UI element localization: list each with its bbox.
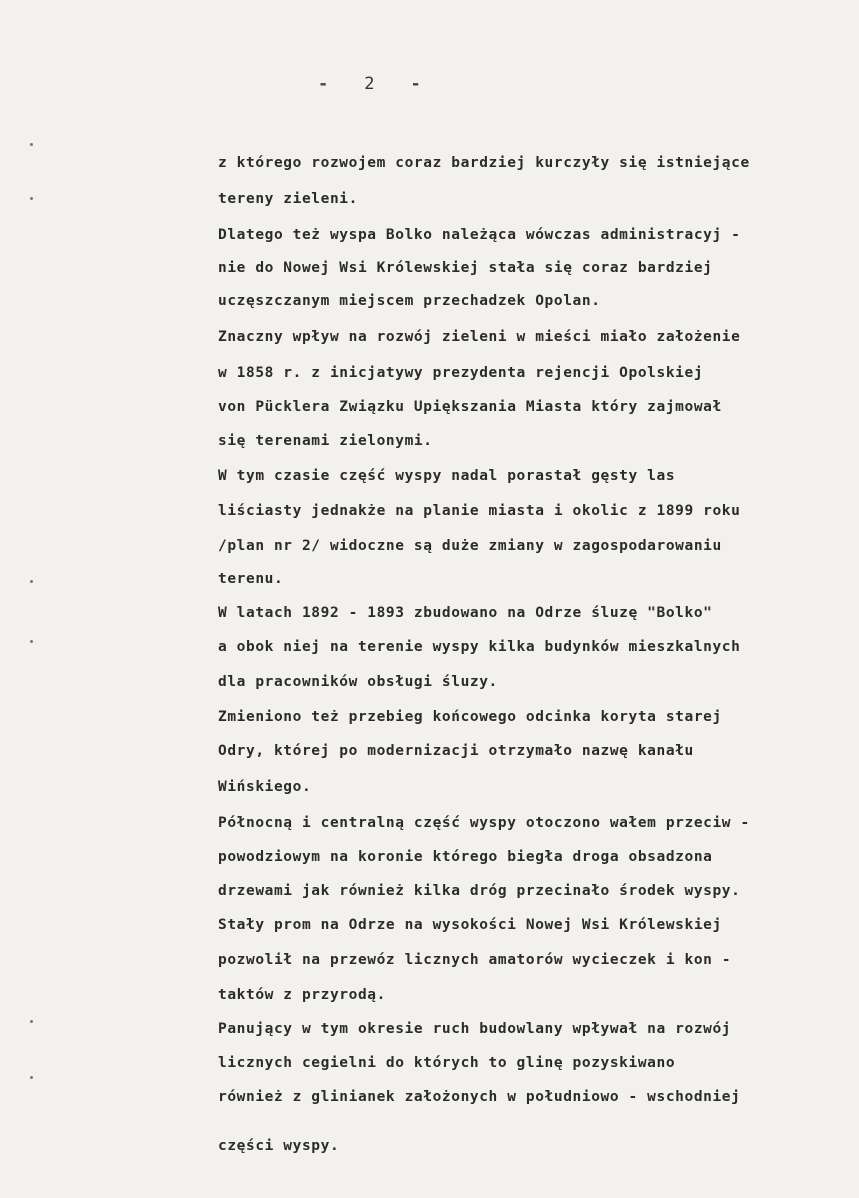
text-line: terenu. — [218, 571, 284, 587]
margin-mark — [30, 580, 33, 583]
text-line: Odry, której po modernizacji otrzymało nazwę kanału — [218, 743, 694, 759]
text-line: Znaczny wpływ na rozwój zieleni w mieści miało założenie — [218, 329, 741, 345]
text-line: powodziowym na koronie którego biegła droga obsadzona — [218, 849, 713, 865]
text-line: w 1858 r. z inicjatywy prezydenta rejencji Opolskiej — [218, 365, 704, 381]
text-line: nie do Nowej Wsi Królewskiej stała się coraz bardziej — [218, 260, 713, 276]
text-line: W latach 1892 - 1893 zbudowano na Odrze śluzę "Bolko" — [218, 605, 713, 621]
text-line: z którego rozwojem coraz bardziej kurczyły się istniejące — [218, 155, 750, 171]
page-number-dash-left: - — [318, 74, 331, 94]
text-line: liściasty jednakże na planie miasta i okolic z 1899 roku — [218, 503, 741, 519]
text-line: W tym czasie część wyspy nadal porastał gęsty las — [218, 468, 676, 484]
text-line: licznych cegielni do których to glinę pozyskiwano — [218, 1055, 676, 1071]
margin-mark — [30, 143, 33, 146]
text-line: von Pücklera Związku Upiększania Miasta który zajmował — [218, 399, 722, 415]
margin-mark — [30, 1020, 33, 1023]
text-line: pozwolił na przewóz licznych amatorów wycieczek i kon - — [218, 952, 732, 968]
text-line: również z glinianek założonych w południowo - wschodniej — [218, 1089, 741, 1105]
text-line: Wińskiego. — [218, 779, 312, 795]
text-line: Północną i centralną część wyspy otoczono wałem przeciw - — [218, 815, 750, 831]
text-line: części wyspy. — [218, 1138, 340, 1154]
margin-mark — [30, 640, 33, 643]
text-line: Panujący w tym okresie ruch budowlany wpływał na rozwój — [218, 1021, 732, 1037]
text-line: a obok niej na terenie wyspy kilka budynków mieszkalnych — [218, 639, 741, 655]
page-number: 2 — [364, 74, 377, 94]
text-line: Stały prom na Odrze na wysokości Nowej Wsi Królewskiej — [218, 917, 722, 933]
text-line: dla pracowników obsługi śluzy. — [218, 674, 498, 690]
margin-mark — [30, 197, 33, 200]
text-line: tereny zieleni. — [218, 191, 358, 207]
text-line: Dlatego też wyspa Bolko należąca wówczas administracyj - — [218, 227, 741, 243]
text-line: /plan nr 2/ widoczne są duże zmiany w zagospodarowaniu — [218, 538, 722, 554]
page-number-header — [318, 74, 423, 94]
page-number-dash-right: - — [410, 74, 423, 94]
text-line: się terenami zielonymi. — [218, 433, 433, 449]
text-line: Zmieniono też przebieg końcowego odcinka koryta starej — [218, 709, 722, 725]
text-line: drzewami jak również kilka dróg przecinało środek wyspy. — [218, 883, 741, 899]
text-line: taktów z przyrodą. — [218, 987, 386, 1003]
margin-mark — [30, 1076, 33, 1079]
text-line: uczęszczanym miejscem przechadzek Opolan. — [218, 293, 601, 309]
